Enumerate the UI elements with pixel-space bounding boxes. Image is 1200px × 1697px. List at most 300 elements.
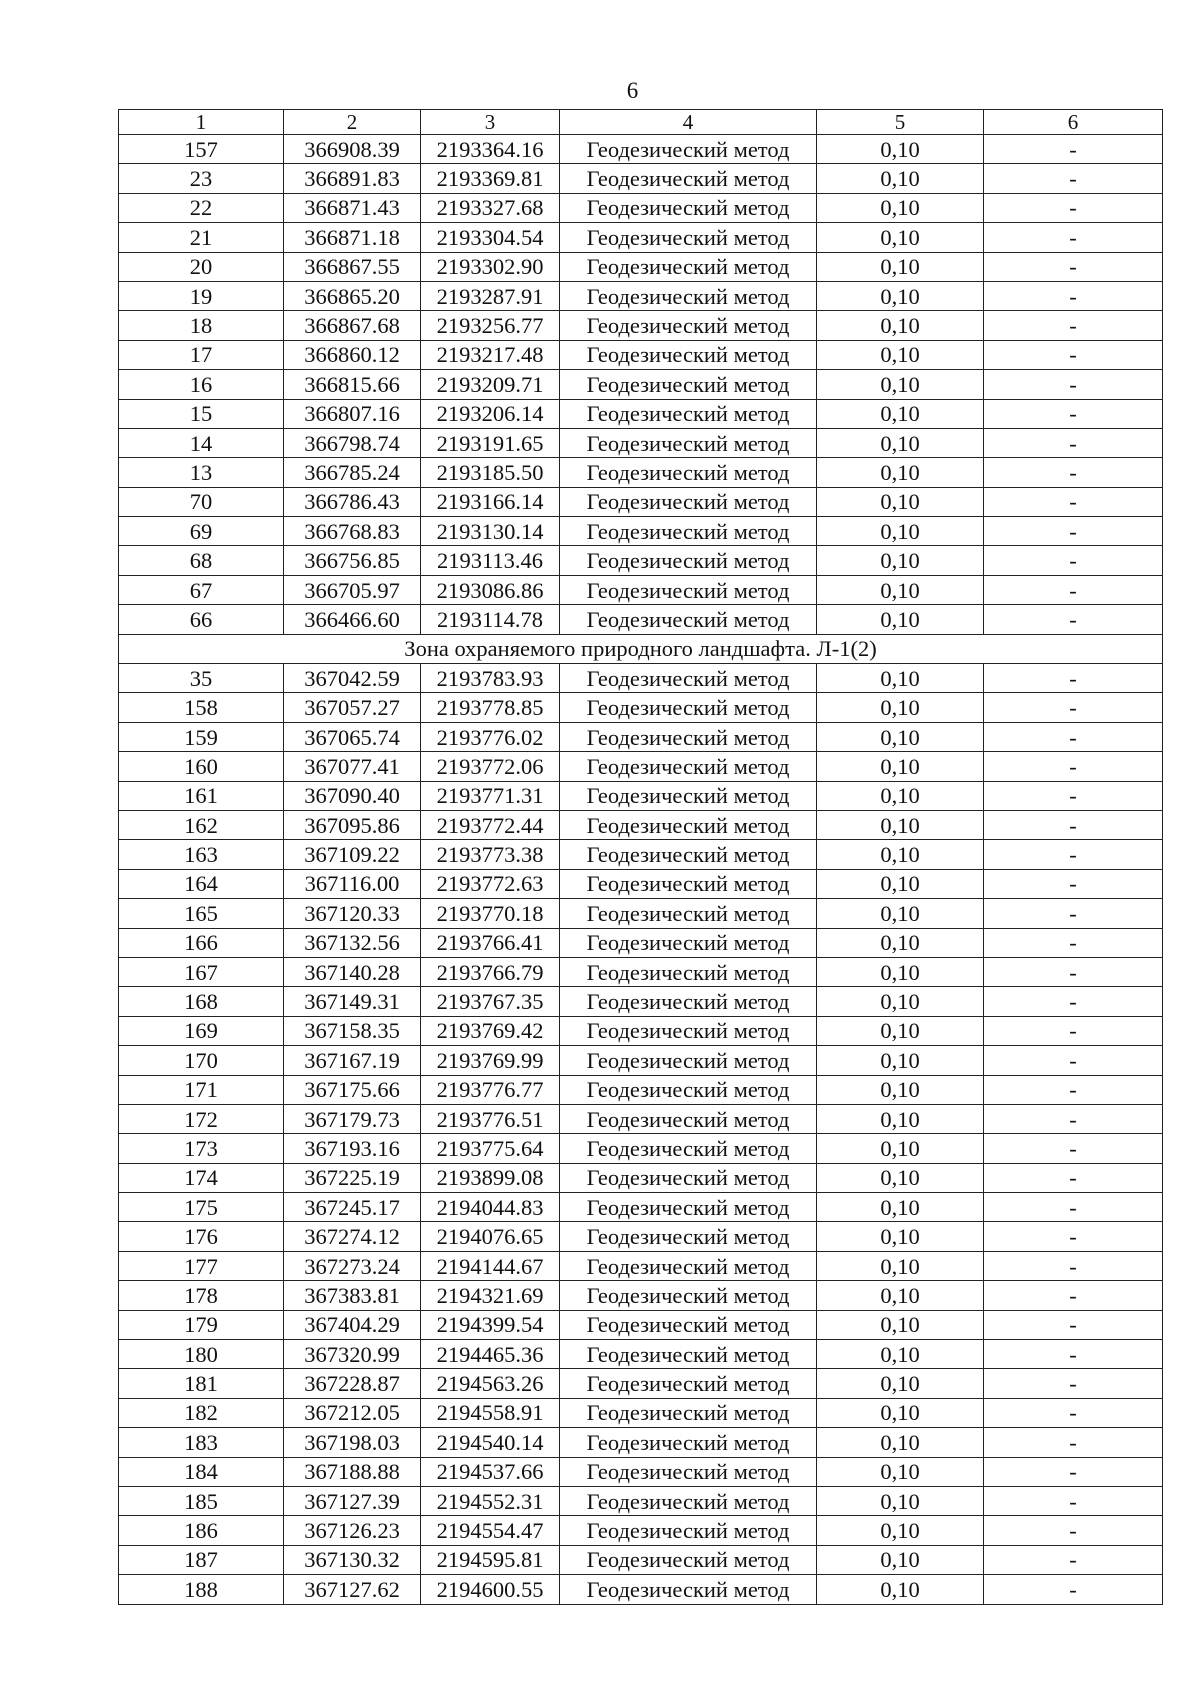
table-row (119, 1428, 1163, 1457)
point-number-cell: 69 (119, 517, 284, 546)
method-cell: Геодезический метод (560, 399, 817, 428)
point-number-cell: 180 (119, 1340, 284, 1369)
x-coordinate-cell: 367167.19 (284, 1046, 421, 1075)
note-cell: - (984, 928, 1163, 957)
note-cell: - (984, 1222, 1163, 1251)
accuracy-cell: 0,10 (817, 164, 984, 193)
table-row (119, 135, 1163, 164)
point-number-cell: 181 (119, 1369, 284, 1398)
accuracy-cell: 0,10 (817, 252, 984, 281)
y-coordinate-cell: 2193206.14 (421, 399, 560, 428)
x-coordinate-cell: 367225.19 (284, 1163, 421, 1192)
x-coordinate-cell: 366807.16 (284, 399, 421, 428)
accuracy-cell: 0,10 (817, 1545, 984, 1574)
point-number-cell: 20 (119, 252, 284, 281)
method-cell: Геодезический метод (560, 899, 817, 928)
method-cell: Геодезический метод (560, 517, 817, 546)
note-cell: - (984, 693, 1163, 722)
x-coordinate-cell: 367158.35 (284, 1016, 421, 1045)
accuracy-cell: 0,10 (817, 1281, 984, 1310)
accuracy-cell: 0,10 (817, 1104, 984, 1133)
y-coordinate-cell: 2193773.38 (421, 840, 560, 869)
point-number-cell: 21 (119, 223, 284, 252)
x-coordinate-cell: 367383.81 (284, 1281, 421, 1310)
y-coordinate-cell: 2194554.47 (421, 1516, 560, 1545)
y-coordinate-cell: 2193776.51 (421, 1104, 560, 1133)
y-coordinate-cell: 2193287.91 (421, 281, 560, 310)
table-row (119, 193, 1163, 222)
method-cell: Геодезический метод (560, 1222, 817, 1251)
note-cell: - (984, 517, 1163, 546)
point-number-cell: 18 (119, 311, 284, 340)
note-cell: - (984, 340, 1163, 369)
table-row (119, 1104, 1163, 1133)
header-cell: 4 (560, 110, 817, 135)
point-number-cell: 183 (119, 1428, 284, 1457)
note-cell: - (984, 1516, 1163, 1545)
x-coordinate-cell: 367245.17 (284, 1193, 421, 1222)
table-row (119, 281, 1163, 310)
method-cell: Геодезический метод (560, 1545, 817, 1574)
note-cell: - (984, 899, 1163, 928)
accuracy-cell: 0,10 (817, 605, 984, 634)
y-coordinate-cell: 2194044.83 (421, 1193, 560, 1222)
x-coordinate-cell: 367116.00 (284, 869, 421, 898)
table-row (119, 957, 1163, 986)
y-coordinate-cell: 2194563.26 (421, 1369, 560, 1398)
note-cell: - (984, 487, 1163, 516)
point-number-cell: 67 (119, 575, 284, 604)
y-coordinate-cell: 2194595.81 (421, 1545, 560, 1574)
point-number-cell: 163 (119, 840, 284, 869)
y-coordinate-cell: 2194600.55 (421, 1575, 560, 1604)
point-number-cell: 161 (119, 781, 284, 810)
method-cell: Геодезический метод (560, 693, 817, 722)
table-row (119, 1575, 1163, 1604)
note-cell: - (984, 1398, 1163, 1427)
y-coordinate-cell: 2193766.41 (421, 928, 560, 957)
y-coordinate-cell: 2193776.77 (421, 1075, 560, 1104)
note-cell: - (984, 869, 1163, 898)
accuracy-cell: 0,10 (817, 987, 984, 1016)
method-cell: Геодезический метод (560, 252, 817, 281)
note-cell: - (984, 1163, 1163, 1192)
table-row (119, 1486, 1163, 1515)
accuracy-cell: 0,10 (817, 458, 984, 487)
point-number-cell: 162 (119, 810, 284, 839)
point-number-cell: 168 (119, 987, 284, 1016)
x-coordinate-cell: 367179.73 (284, 1104, 421, 1133)
x-coordinate-cell: 367193.16 (284, 1134, 421, 1163)
note-cell: - (984, 458, 1163, 487)
note-cell: - (984, 1251, 1163, 1280)
accuracy-cell: 0,10 (817, 1516, 984, 1545)
point-number-cell: 17 (119, 340, 284, 369)
y-coordinate-cell: 2193217.48 (421, 340, 560, 369)
method-cell: Геодезический метод (560, 957, 817, 986)
point-number-cell: 179 (119, 1310, 284, 1339)
table-row (119, 428, 1163, 457)
x-coordinate-cell: 367149.31 (284, 987, 421, 1016)
x-coordinate-cell: 367132.56 (284, 928, 421, 957)
table-row (119, 1457, 1163, 1486)
page-number: 6 (626, 78, 639, 103)
x-coordinate-cell: 366815.66 (284, 370, 421, 399)
y-coordinate-cell: 2193899.08 (421, 1163, 560, 1192)
method-cell: Геодезический метод (560, 135, 817, 164)
point-number-cell: 167 (119, 957, 284, 986)
note-cell: - (984, 193, 1163, 222)
y-coordinate-cell: 2193776.02 (421, 722, 560, 751)
y-coordinate-cell: 2193113.46 (421, 546, 560, 575)
y-coordinate-cell: 2193771.31 (421, 781, 560, 810)
point-number-cell: 173 (119, 1134, 284, 1163)
point-number-cell: 70 (119, 487, 284, 516)
method-cell: Геодезический метод (560, 164, 817, 193)
method-cell: Геодезический метод (560, 664, 817, 693)
point-number-cell: 177 (119, 1251, 284, 1280)
x-coordinate-cell: 367126.23 (284, 1516, 421, 1545)
accuracy-cell: 0,10 (817, 1163, 984, 1192)
method-cell: Геодезический метод (560, 1575, 817, 1604)
x-coordinate-cell: 366785.24 (284, 458, 421, 487)
method-cell: Геодезический метод (560, 193, 817, 222)
y-coordinate-cell: 2194558.91 (421, 1398, 560, 1427)
table-row (119, 693, 1163, 722)
x-coordinate-cell: 367228.87 (284, 1369, 421, 1398)
table-row (119, 722, 1163, 751)
method-cell: Геодезический метод (560, 781, 817, 810)
point-number-cell: 184 (119, 1457, 284, 1486)
note-cell: - (984, 840, 1163, 869)
x-coordinate-cell: 367095.86 (284, 810, 421, 839)
table-row (119, 1310, 1163, 1339)
note-cell: - (984, 781, 1163, 810)
point-number-cell: 170 (119, 1046, 284, 1075)
note-cell: - (984, 664, 1163, 693)
x-coordinate-cell: 367404.29 (284, 1310, 421, 1339)
x-coordinate-cell: 367109.22 (284, 840, 421, 869)
method-cell: Геодезический метод (560, 340, 817, 369)
y-coordinate-cell: 2193766.79 (421, 957, 560, 986)
y-coordinate-cell: 2193209.71 (421, 370, 560, 399)
section-title: Зона охраняемого природного ландшафта. Л-1(2) (119, 634, 1163, 663)
x-coordinate-cell: 366786.43 (284, 487, 421, 516)
y-coordinate-cell: 2193086.86 (421, 575, 560, 604)
method-cell: Геодезический метод (560, 1251, 817, 1280)
method-cell: Геодезический метод (560, 1310, 817, 1339)
y-coordinate-cell: 2194552.31 (421, 1486, 560, 1515)
x-coordinate-cell: 366756.85 (284, 546, 421, 575)
method-cell: Геодезический метод (560, 370, 817, 399)
table-row (119, 1398, 1163, 1427)
note-cell: - (984, 1134, 1163, 1163)
note-cell: - (984, 135, 1163, 164)
method-cell: Геодезический метод (560, 1340, 817, 1369)
x-coordinate-cell: 366908.39 (284, 135, 421, 164)
note-cell: - (984, 399, 1163, 428)
note-cell: - (984, 311, 1163, 340)
accuracy-cell: 0,10 (817, 370, 984, 399)
x-coordinate-cell: 366871.18 (284, 223, 421, 252)
note-cell: - (984, 1486, 1163, 1515)
accuracy-cell: 0,10 (817, 428, 984, 457)
table-row (119, 1340, 1163, 1369)
table-row (119, 164, 1163, 193)
x-coordinate-cell: 367127.62 (284, 1575, 421, 1604)
accuracy-cell: 0,10 (817, 546, 984, 575)
table-row (119, 987, 1163, 1016)
x-coordinate-cell: 366891.83 (284, 164, 421, 193)
x-coordinate-cell: 366768.83 (284, 517, 421, 546)
note-cell: - (984, 987, 1163, 1016)
accuracy-cell: 0,10 (817, 487, 984, 516)
method-cell: Геодезический метод (560, 1281, 817, 1310)
x-coordinate-cell: 367042.59 (284, 664, 421, 693)
accuracy-cell: 0,10 (817, 311, 984, 340)
x-coordinate-cell: 367212.05 (284, 1398, 421, 1427)
point-number-cell: 35 (119, 664, 284, 693)
accuracy-cell: 0,10 (817, 517, 984, 546)
method-cell: Геодезический метод (560, 1046, 817, 1075)
note-cell: - (984, 1369, 1163, 1398)
table-row (119, 1369, 1163, 1398)
method-cell: Геодезический метод (560, 281, 817, 310)
point-number-cell: 175 (119, 1193, 284, 1222)
accuracy-cell: 0,10 (817, 869, 984, 898)
accuracy-cell: 0,10 (817, 193, 984, 222)
note-cell: - (984, 546, 1163, 575)
y-coordinate-cell: 2193772.44 (421, 810, 560, 839)
point-number-cell: 66 (119, 605, 284, 634)
method-cell: Геодезический метод (560, 428, 817, 457)
note-cell: - (984, 1075, 1163, 1104)
point-number-cell: 22 (119, 193, 284, 222)
accuracy-cell: 0,10 (817, 1222, 984, 1251)
note-cell: - (984, 164, 1163, 193)
note-cell: - (984, 1340, 1163, 1369)
table-row (119, 869, 1163, 898)
table-row (119, 928, 1163, 957)
accuracy-cell: 0,10 (817, 1310, 984, 1339)
point-number-cell: 185 (119, 1486, 284, 1515)
accuracy-cell: 0,10 (817, 781, 984, 810)
note-cell: - (984, 810, 1163, 839)
table-row (119, 605, 1163, 634)
point-number-cell: 159 (119, 722, 284, 751)
method-cell: Геодезический метод (560, 1516, 817, 1545)
accuracy-cell: 0,10 (817, 722, 984, 751)
accuracy-cell: 0,10 (817, 1251, 984, 1280)
note-cell: - (984, 1281, 1163, 1310)
x-coordinate-cell: 367273.24 (284, 1251, 421, 1280)
x-coordinate-cell: 367188.88 (284, 1457, 421, 1486)
note-cell: - (984, 1545, 1163, 1574)
method-cell: Геодезический метод (560, 311, 817, 340)
header-cell: 1 (119, 110, 284, 135)
table-row (119, 487, 1163, 516)
accuracy-cell: 0,10 (817, 1075, 984, 1104)
note-cell: - (984, 752, 1163, 781)
method-cell: Геодезический метод (560, 605, 817, 634)
table-row (119, 1516, 1163, 1545)
accuracy-cell: 0,10 (817, 1369, 984, 1398)
accuracy-cell: 0,10 (817, 899, 984, 928)
method-cell: Геодезический метод (560, 487, 817, 516)
accuracy-cell: 0,10 (817, 1016, 984, 1045)
point-number-cell: 13 (119, 458, 284, 487)
method-cell: Геодезический метод (560, 575, 817, 604)
table-row (119, 810, 1163, 839)
method-cell: Геодезический метод (560, 928, 817, 957)
method-cell: Геодезический метод (560, 987, 817, 1016)
table-row (119, 340, 1163, 369)
x-coordinate-cell: 367090.40 (284, 781, 421, 810)
y-coordinate-cell: 2193185.50 (421, 458, 560, 487)
accuracy-cell: 0,10 (817, 1134, 984, 1163)
method-cell: Геодезический метод (560, 1016, 817, 1045)
accuracy-cell: 0,10 (817, 1486, 984, 1515)
y-coordinate-cell: 2193304.54 (421, 223, 560, 252)
y-coordinate-cell: 2194144.67 (421, 1251, 560, 1280)
note-cell: - (984, 1310, 1163, 1339)
point-number-cell: 174 (119, 1163, 284, 1192)
x-coordinate-cell: 367320.99 (284, 1340, 421, 1369)
method-cell: Геодезический метод (560, 1398, 817, 1427)
y-coordinate-cell: 2193778.85 (421, 693, 560, 722)
y-coordinate-cell: 2193772.63 (421, 869, 560, 898)
table-row (119, 458, 1163, 487)
note-cell: - (984, 575, 1163, 604)
point-number-cell: 164 (119, 869, 284, 898)
y-coordinate-cell: 2193772.06 (421, 752, 560, 781)
y-coordinate-cell: 2193775.64 (421, 1134, 560, 1163)
note-cell: - (984, 1046, 1163, 1075)
point-number-cell: 166 (119, 928, 284, 957)
table-row (119, 840, 1163, 869)
note-cell: - (984, 223, 1163, 252)
x-coordinate-cell: 367274.12 (284, 1222, 421, 1251)
header-row (119, 110, 1163, 135)
accuracy-cell: 0,10 (817, 1457, 984, 1486)
accuracy-cell: 0,10 (817, 399, 984, 428)
point-number-cell: 176 (119, 1222, 284, 1251)
point-number-cell: 165 (119, 899, 284, 928)
point-number-cell: 172 (119, 1104, 284, 1133)
point-number-cell: 23 (119, 164, 284, 193)
accuracy-cell: 0,10 (817, 223, 984, 252)
y-coordinate-cell: 2193767.35 (421, 987, 560, 1016)
accuracy-cell: 0,10 (817, 1340, 984, 1369)
point-number-cell: 171 (119, 1075, 284, 1104)
x-coordinate-cell: 366705.97 (284, 575, 421, 604)
method-cell: Геодезический метод (560, 722, 817, 751)
method-cell: Геодезический метод (560, 1428, 817, 1457)
x-coordinate-cell: 366867.68 (284, 311, 421, 340)
table-row (119, 781, 1163, 810)
x-coordinate-cell: 367077.41 (284, 752, 421, 781)
note-cell: - (984, 281, 1163, 310)
y-coordinate-cell: 2193302.90 (421, 252, 560, 281)
method-cell: Геодезический метод (560, 1104, 817, 1133)
coordinates-table (118, 109, 1163, 1605)
table-row (119, 517, 1163, 546)
note-cell: - (984, 252, 1163, 281)
method-cell: Геодезический метод (560, 869, 817, 898)
accuracy-cell: 0,10 (817, 1046, 984, 1075)
method-cell: Геодезический метод (560, 1369, 817, 1398)
y-coordinate-cell: 2194076.65 (421, 1222, 560, 1251)
method-cell: Геодезический метод (560, 1075, 817, 1104)
note-cell: - (984, 370, 1163, 399)
table-row (119, 1016, 1163, 1045)
table-row (119, 399, 1163, 428)
table-row (119, 370, 1163, 399)
note-cell: - (984, 428, 1163, 457)
method-cell: Геодезический метод (560, 752, 817, 781)
x-coordinate-cell: 367127.39 (284, 1486, 421, 1515)
accuracy-cell: 0,10 (817, 340, 984, 369)
accuracy-cell: 0,10 (817, 1575, 984, 1604)
note-cell: - (984, 1016, 1163, 1045)
x-coordinate-cell: 366466.60 (284, 605, 421, 634)
method-cell: Геодезический метод (560, 1163, 817, 1192)
x-coordinate-cell: 366798.74 (284, 428, 421, 457)
table-row (119, 1222, 1163, 1251)
note-cell: - (984, 1457, 1163, 1486)
x-coordinate-cell: 366867.55 (284, 252, 421, 281)
accuracy-cell: 0,10 (817, 810, 984, 839)
method-cell: Геодезический метод (560, 546, 817, 575)
point-number-cell: 178 (119, 1281, 284, 1310)
method-cell: Геодезический метод (560, 223, 817, 252)
method-cell: Геодезический метод (560, 840, 817, 869)
point-number-cell: 188 (119, 1575, 284, 1604)
accuracy-cell: 0,10 (817, 957, 984, 986)
note-cell: - (984, 1428, 1163, 1457)
accuracy-cell: 0,10 (817, 1193, 984, 1222)
y-coordinate-cell: 2194465.36 (421, 1340, 560, 1369)
y-coordinate-cell: 2193114.78 (421, 605, 560, 634)
table-row (119, 546, 1163, 575)
table-row (119, 1075, 1163, 1104)
method-cell: Геодезический метод (560, 1486, 817, 1515)
accuracy-cell: 0,10 (817, 135, 984, 164)
accuracy-cell: 0,10 (817, 840, 984, 869)
table-row (119, 1193, 1163, 1222)
y-coordinate-cell: 2193783.93 (421, 664, 560, 693)
point-number-cell: 15 (119, 399, 284, 428)
method-cell: Геодезический метод (560, 810, 817, 839)
y-coordinate-cell: 2193364.16 (421, 135, 560, 164)
accuracy-cell: 0,10 (817, 575, 984, 604)
table-row (119, 1046, 1163, 1075)
point-number-cell: 169 (119, 1016, 284, 1045)
point-number-cell: 157 (119, 135, 284, 164)
accuracy-cell: 0,10 (817, 664, 984, 693)
accuracy-cell: 0,10 (817, 1428, 984, 1457)
x-coordinate-cell: 367140.28 (284, 957, 421, 986)
point-number-cell: 14 (119, 428, 284, 457)
note-cell: - (984, 1575, 1163, 1604)
method-cell: Геодезический метод (560, 1457, 817, 1486)
point-number-cell: 19 (119, 281, 284, 310)
table-row (119, 752, 1163, 781)
x-coordinate-cell: 366871.43 (284, 193, 421, 222)
x-coordinate-cell: 367198.03 (284, 1428, 421, 1457)
note-cell: - (984, 957, 1163, 986)
coordinates-table-body (119, 110, 1163, 1605)
